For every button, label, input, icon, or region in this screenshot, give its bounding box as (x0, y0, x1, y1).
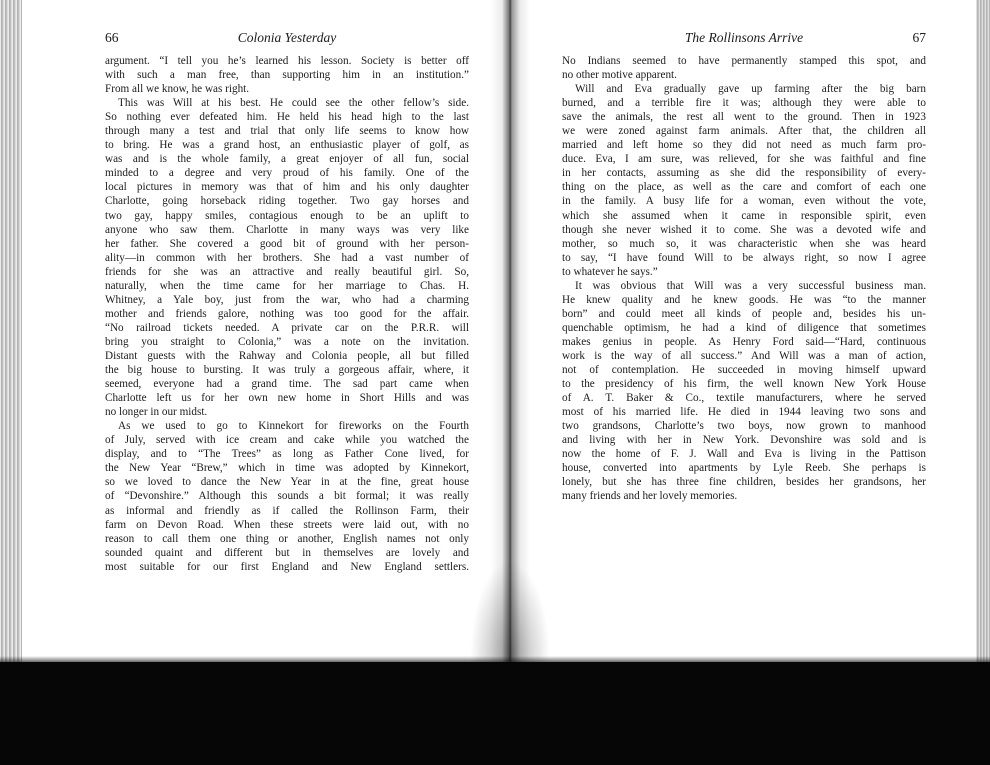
text-line: to say, “I have found Will to be always right, so now I agree (562, 251, 926, 264)
text-line: thing on the place, as well as the care and comfort of each one (562, 181, 926, 194)
text-line: sounded quaint and different but in themselves are lovely and (105, 546, 469, 559)
text-line: burned, and a terrible fire it was; although they were able to (562, 97, 926, 110)
page-number: 67 (912, 30, 926, 45)
text-line: local pictures in memory was that of him and his only daughter (105, 181, 469, 194)
text-line: not of contemplation. He succeeded in moving himself upward (562, 364, 926, 377)
text-line: to the presidency of his firm, the well known New York House (562, 378, 926, 391)
text-line: no other motive apparent. (562, 69, 677, 82)
text-line: “No railroad tickets needed. A private car on the P.R.R. will (105, 321, 469, 334)
text-line: anyone who saw them. Charlotte in many ways was very like (105, 223, 469, 236)
text-line: of A. T. Baker & Co., textile manufacturers, where he served (562, 392, 926, 405)
text-line: He knew quality and he knew goods. He was “to the manner (562, 293, 926, 306)
right-page-edges (976, 0, 990, 680)
text-line: It was obvious that Will was a very successful business man. (575, 279, 926, 292)
left-page (105, 30, 469, 574)
text-line: now the home of F. J. Wall and Eva is living in the Pattison (562, 448, 926, 461)
left-body-text (105, 54, 469, 574)
right-page (562, 30, 926, 504)
text-line: This was Will at his best. He could see the other fellow’s side. (118, 97, 469, 110)
text-line: seemed, everyone had a grand time. The sad part came when (105, 378, 469, 391)
text-line: So nothing ever defeated him. He held his head high to the last (105, 111, 469, 124)
text-line: Distant guests with the Rahway and Colonia people, all but filled (105, 349, 469, 362)
text-line: of July, served with ice cream and cake while you watched the (105, 434, 469, 447)
text-line: duce. Eva, I am sure, was relieved, for she was faithful and fine (562, 153, 926, 166)
text-line: bring you straight to Colonia,” was a note on the invitation. (105, 335, 469, 348)
text-line: to bring. He was a grand host, an enthusiastic player of golf, as (105, 139, 469, 152)
text-line: Will and Eva gradually gave up farming after the big barn (575, 83, 926, 96)
text-line: farm on Devon Road. When these streets were laid out, with no (105, 518, 469, 531)
text-line: display, and to “The Trees” as long as Father Cone lived, for (105, 448, 469, 461)
text-line: the New Year “Brew,” which in time was adopted by Kinnekort, (105, 462, 469, 475)
text-line: reason to call them one thing or another, English names not only (105, 532, 469, 545)
text-line: was and is the whole family, a great enjoyer of all fun, social (105, 153, 469, 166)
text-line: quenchable optimism, he had a kind of diligence that sometimes (562, 321, 926, 334)
text-line: as informal and friendly as if called the Rollinson Farm, their (105, 504, 469, 517)
scanner-dark-band (0, 662, 990, 765)
text-line: and living with her in New York. Devonshire was sold and is (562, 434, 926, 447)
text-line: naturally, when the time came for her marriage to Chas. H. (105, 279, 469, 292)
text-line: ality—in common with her brothers. She had a vast number of (105, 251, 469, 264)
text-line: argument. “I tell you he’s learned his lesson. Society is better off (105, 55, 469, 67)
text-line: From all we know, he was right. (105, 83, 250, 96)
text-line: two grandsons, Charlotte’s two boys, now grown to manhood (562, 420, 926, 433)
text-line: most of his married life. He died in 1944 leaving two sons and (562, 406, 926, 419)
text-line: we were zoned against farm animals. After that, the children all (562, 125, 926, 138)
text-line: married and left home so they did not need as much farm pro- (562, 139, 926, 152)
text-line: of “Devonshire.” Although this sounds a bit formal; it was really (105, 490, 469, 503)
text-line: No Indians seemed to have permanently stamped this spot, and (562, 55, 926, 67)
text-line: two gay, happy smiles, contagious enough to be an uplift to (105, 209, 469, 222)
text-line: work is the way of all success.” And Will was a man of action, (562, 349, 926, 362)
text-line: save the animals, the rest all went to the ground. Then in 1923 (562, 111, 926, 124)
text-line: minded to a degree and very proud of his family. One of the (105, 167, 469, 180)
right-body-text (562, 54, 926, 504)
text-line: through many a test and trial that only life seems to know how (105, 125, 469, 138)
text-line: born” and could meet all kinds of people and, besides his un- (562, 307, 926, 320)
text-line: which she assumed when it came in responsible spirit, even (562, 209, 926, 222)
running-title: Colonia Yesterday (237, 30, 337, 45)
page-number: 66 (105, 30, 119, 45)
text-line: Charlotte, going horseback riding together. Two gay horses and (105, 195, 469, 208)
text-line: no longer in our midst. (105, 406, 208, 419)
text-line: the big house to bursting. It was truly a gorgeous affair, where, it (105, 364, 469, 377)
text-line: most suitable for our first England and New England settlers. (105, 560, 469, 573)
text-line: Charlotte left us for her own new home in Short Hills and was (105, 392, 469, 405)
left-running-head (105, 30, 469, 50)
running-title: The Rollinsons Arrive (684, 30, 804, 45)
text-line: makes genius in people. As Henry Ford said—“Hard, continuous (562, 335, 926, 348)
text-line: mother and friends galore, nothing was too good for the affair. (105, 307, 469, 320)
left-page-edges (0, 0, 22, 680)
text-line: friends for she was an attractive and really beautiful girl. So, (105, 265, 469, 278)
text-line: lonely, but she has three fine children, besides her grandsons, her (562, 476, 926, 489)
text-line: so we loved to dance the New Year in at the fine, great house (105, 476, 469, 489)
text-line: As we used to go to Kinnekort for fireworks on the Fourth (118, 420, 469, 433)
text-line: Whitney, a Yale boy, just from the war, who had a charming (105, 293, 469, 306)
text-line: to whatever he says.” (562, 265, 658, 278)
right-running-head (562, 30, 926, 50)
text-line: many friends and her lovely memories. (562, 490, 738, 503)
text-line: in the family. A busy life for a woman, even without the vote, (562, 195, 926, 208)
text-line: mother, so much so, it was characteristic when she was heard (562, 237, 926, 250)
text-line: house, converted into apartments by Lyle Reeb. She perhaps is (562, 462, 926, 475)
text-line: with such a man free, than supporting him in an institution.” (105, 69, 469, 82)
text-line: her father. She covered a good bit of ground with her person- (105, 237, 469, 250)
text-line: though she never wished it to come. She was a devoted wife and (562, 223, 926, 236)
text-line: in her contacts, assuming as she did the responsibility of every- (562, 167, 926, 180)
